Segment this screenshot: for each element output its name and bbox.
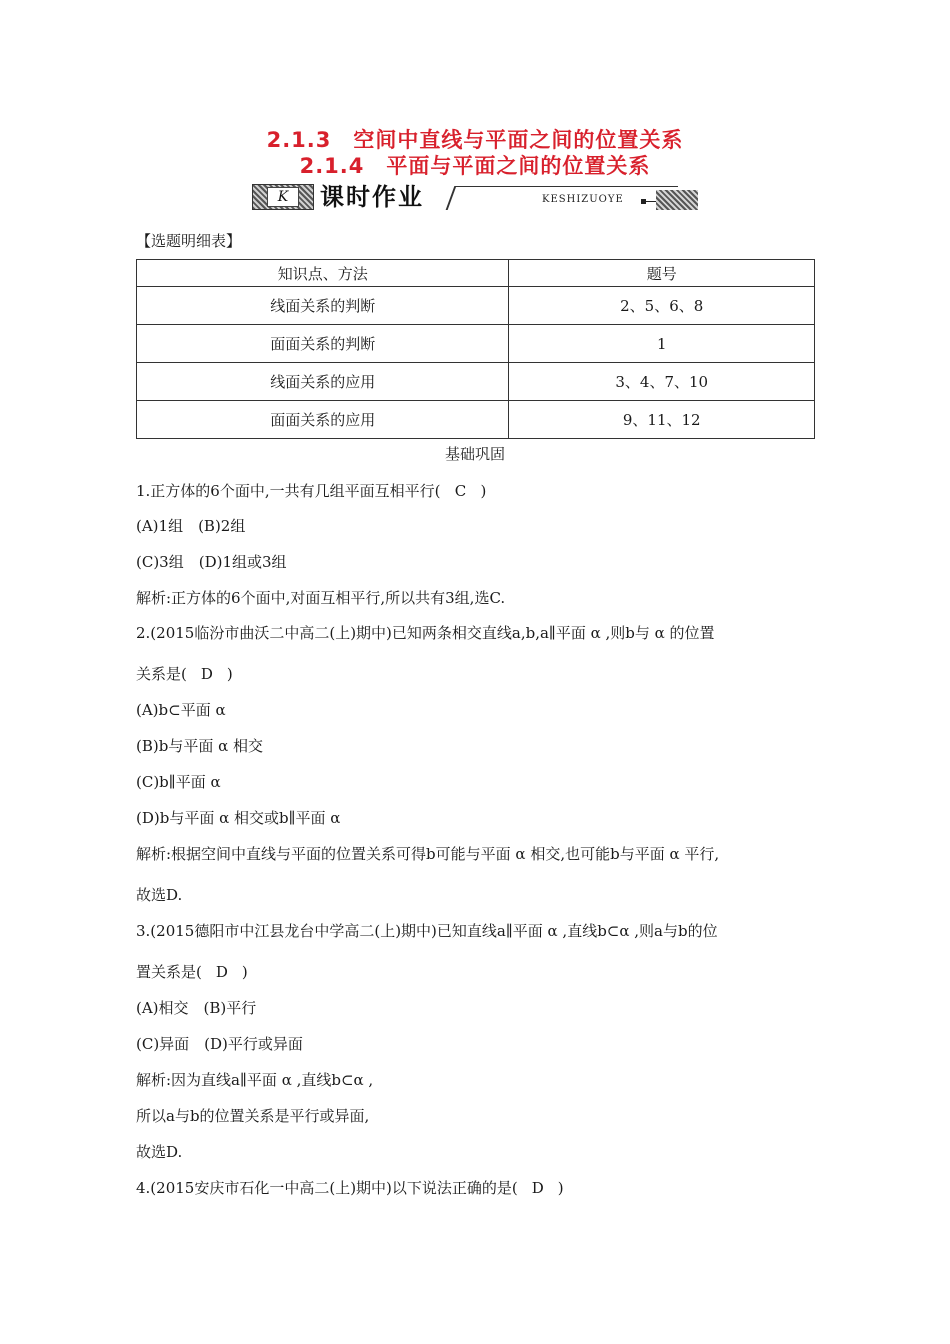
question-4-stem [136,1177,564,1198]
banner-rule [456,186,678,187]
table-cell-topic: 面面关系的应用 [137,401,509,439]
question-2-option: (C)b∥平面 α [136,773,221,791]
question-2-option: (A)b⊂平面 α [136,701,226,719]
question-3-option: (A)相交 (B)平行 [136,999,257,1017]
question-3-stem: 3.(2015德阳市中江县龙台中学高二(上)期中)已知直线a∥平面 α ,直线b⊂α ,则a与b的位 [136,922,718,940]
table-cell-topic: 线面关系的判断 [137,287,509,325]
question-2-option: (B)b与平面 α 相交 [136,737,263,755]
question-2-analysis: 解析:根据空间中直线与平面的位置关系可得b可能与平面 α 相交,也可能b与平面 α 平行, [136,845,720,863]
question-2-stem-cont [136,663,233,684]
detail-table-label: 【选题明细表】 [136,232,242,250]
question-stem-text: 1.正方体的6个面中,一共有几组平面互相平行( [136,482,441,500]
banner-slash [446,186,457,210]
table-header-row [137,260,815,287]
table-row [137,401,815,439]
question-2-analysis: 故选D. [136,886,183,904]
banner-subtitle: KESHIZUOYE [542,194,624,205]
table-row [137,287,815,325]
question-3-analysis: 故选D. [136,1143,183,1161]
table-row [137,363,815,401]
question-3-stem-cont [136,961,248,982]
table-header-cell: 题号 [509,260,815,287]
question-2-stem: 2.(2015临汾市曲沃二中高二(上)期中)已知两条相交直线a,b,a∥平面 α ,则b与 α 的位置 [136,624,715,642]
table-cell-numbers: 2、5、6、8 [509,287,815,325]
table-cell-numbers: 3、4、7、10 [509,363,815,401]
question-1-option: (C)3组 (D)1组或3组 [136,553,287,571]
banner-pattern [656,190,698,210]
question-stem-text: 4.(2015安庆市石化一中高二(上)期中)以下说法正确的是( [136,1179,518,1197]
answer-close: ) [241,963,248,981]
question-3-option: (C)异面 (D)平行或异面 [136,1035,303,1053]
table-header-cell: 知识点、方法 [137,260,509,287]
answer-letter: D [215,963,228,981]
page-title-primary: 2.1.3 空间中直线与平面之间的位置关系 [266,128,684,152]
table-cell-numbers: 9、11、12 [509,401,815,439]
question-stem-text: 置关系是( [136,963,202,981]
banner [252,182,698,212]
banner-subline [646,201,656,202]
banner-logo [252,184,314,210]
banner-heading: 课时作业 [320,183,424,211]
question-3-analysis: 所以a与b的位置关系是平行或异面, [136,1107,370,1125]
question-2-option: (D)b与平面 α 相交或b∥平面 α [136,809,341,827]
answer-letter: D [531,1179,544,1197]
answer-close: ) [557,1179,564,1197]
table-row [137,325,815,363]
question-stem-text: 关系是( [136,665,187,683]
detail-table [136,259,815,439]
answer-letter: C [454,482,467,500]
question-1-stem [136,480,486,501]
answer-close: ) [226,665,233,683]
question-3-analysis: 解析:因为直线a∥平面 α ,直线b⊂α , [136,1071,374,1089]
table-cell-numbers: 1 [509,325,815,363]
page-title-secondary: 2.1.4 平面与平面之间的位置关系 [299,154,651,178]
question-1-option: (A)1组 (B)2组 [136,517,246,535]
table-cell-topic: 线面关系的应用 [137,363,509,401]
table-cell-topic: 面面关系的判断 [137,325,509,363]
banner-logo-letter: K [267,187,299,207]
answer-letter: D [200,665,213,683]
answer-close: ) [480,482,487,500]
question-1-analysis: 解析:正方体的6个面中,对面互相平行,所以共有3组,选C. [136,589,506,607]
section-heading: 基础巩固 [444,445,505,463]
